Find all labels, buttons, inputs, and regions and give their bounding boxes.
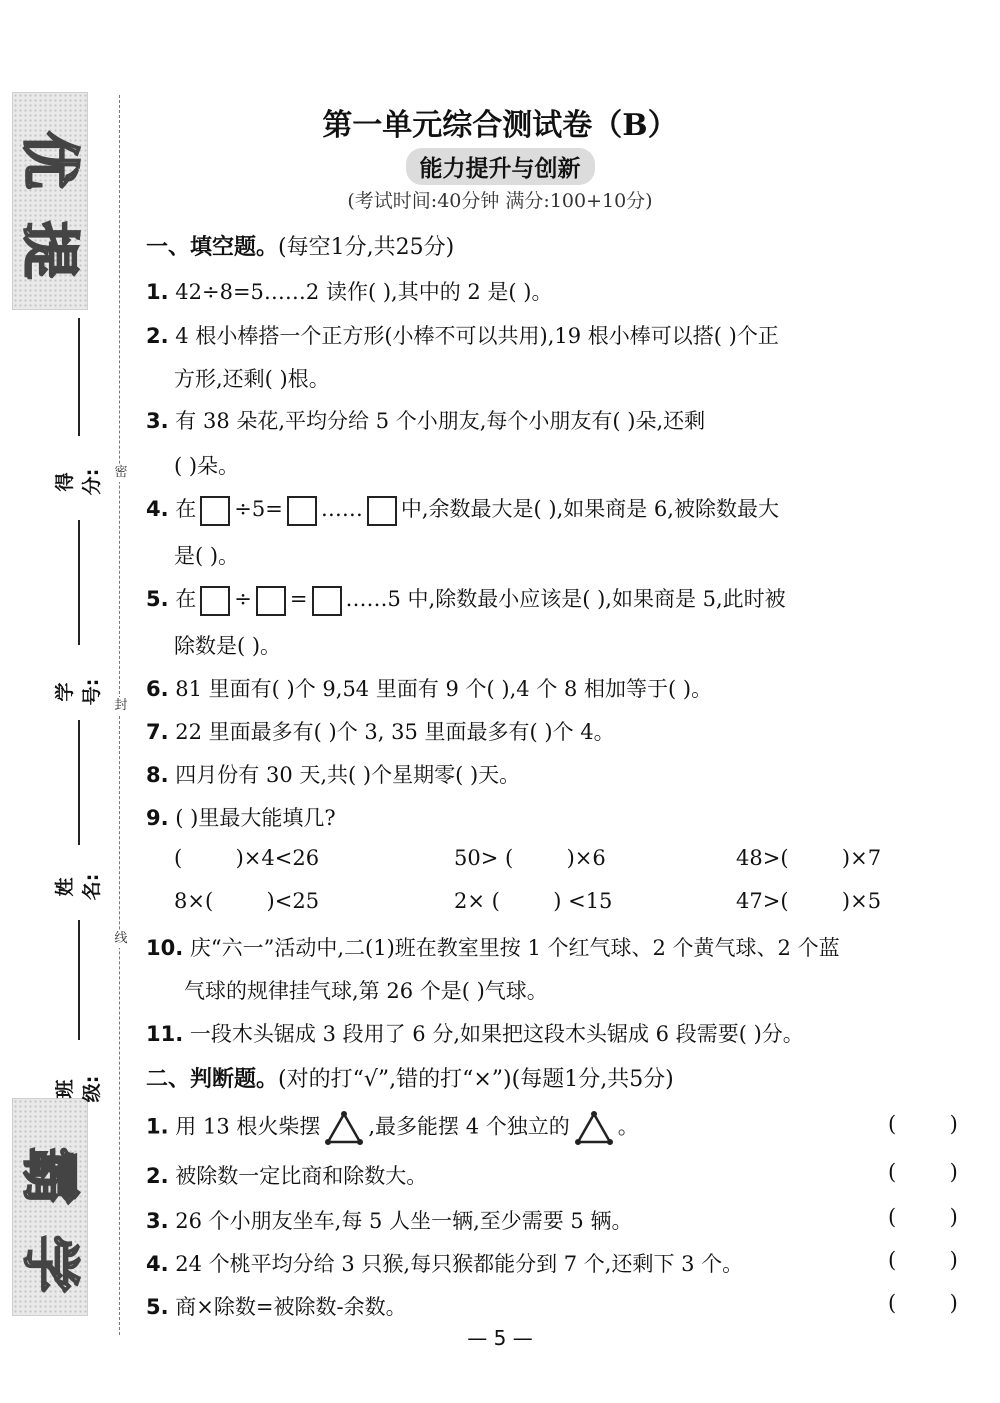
question-text-mid: ÷5= (234, 497, 283, 521)
question-number: 8. (146, 763, 169, 787)
ineq-2-1: 8×( )<25 (174, 889, 320, 913)
student-no-label: 学号: (54, 678, 103, 706)
question-2-2 (146, 1160, 427, 1190)
question-text-pre: 在 (175, 497, 197, 521)
question-1-4 (146, 493, 779, 526)
question-text-mid: = (289, 587, 308, 611)
ineq-2-3: 47>( )×5 (736, 889, 882, 913)
student-no-line (78, 520, 80, 645)
subtitle-wrap (0, 148, 1000, 185)
blank-box (200, 586, 230, 616)
question-number: 4. (146, 497, 169, 521)
ineq-2-2: 2× ( ) <15 (454, 889, 613, 913)
question-1-8 (146, 759, 520, 789)
question-text-mid: ,最多能摆 4 个独立的 (368, 1114, 570, 1139)
question-1-10 (146, 932, 840, 962)
question-1-11 (146, 1018, 804, 1048)
answer-paren: ( ) (888, 1291, 958, 1315)
question-1-3 (146, 405, 705, 435)
question-text: 一段木头锯成 3 段用了 6 分,如果把这段木头锯成 6 段需要( )分。 (189, 1022, 804, 1046)
score-line (78, 318, 80, 436)
binding-dashed-line (119, 95, 120, 1335)
question-2-3 (146, 1205, 632, 1235)
question-text: 商×除数=被除数-余数。 (175, 1295, 407, 1319)
question-number: 9. (146, 806, 169, 830)
question-1-7 (146, 716, 615, 746)
blank-box (256, 586, 286, 616)
class-label: 班级: (54, 1075, 103, 1103)
section-1-note: (每空1分,共25分) (278, 235, 455, 260)
question-number: 6. (146, 677, 169, 701)
question-2-4 (146, 1248, 743, 1278)
question-1-2 (146, 320, 779, 350)
matchstick-triangle-icon (324, 1110, 364, 1146)
section-1-title: 一、填空题。 (146, 235, 279, 260)
answer-paren: ( ) (888, 1205, 958, 1229)
question-1-10-cont: 气球的规律挂气球,第 26 个是( )气球。 (184, 979, 548, 1003)
question-1-3-cont: ( )朵。 (174, 454, 240, 478)
question-text-pre: 在 (175, 587, 197, 611)
ineq-1-3: 48>( )×7 (736, 846, 882, 870)
question-number: 1. (146, 280, 169, 304)
question-text-post: ……5 中,除数最小应该是( ),如果商是 5,此时被 (345, 587, 786, 611)
question-text: 81 里面有( )个 9,54 里面有 9 个( ),4 个 8 相加等于( )。 (175, 677, 713, 701)
class-line (78, 920, 80, 1040)
question-text: 庆“六一”活动中,二(1)班在教室里按 1 个红气球、2 个黄气球、2 个蓝 (189, 936, 840, 960)
answer-paren: ( ) (888, 1112, 958, 1136)
question-text-mid: …… (320, 497, 363, 521)
ineq-1-1: ( )×4<26 (174, 846, 320, 870)
question-1-4-cont: 是( )。 (174, 544, 240, 568)
question-number: 2. (146, 1164, 169, 1188)
question-text-post: 。 (617, 1114, 639, 1139)
section-2-heading (146, 1062, 674, 1093)
question-1-5-cont: 除数是( )。 (174, 634, 282, 658)
question-text: 有 38 朵花,平均分给 5 个小朋友,每个小朋友有( )朵,还剩 (175, 409, 706, 433)
binding-strip-bottom (12, 1098, 88, 1316)
seal-char-mi: 密 (112, 464, 130, 482)
blank-box (287, 496, 317, 526)
strip-glyph-ti: 提 (16, 220, 84, 279)
question-number: 5. (146, 1295, 169, 1319)
question-number: 3. (146, 409, 169, 433)
question-number: 1. (146, 1114, 169, 1139)
question-number: 10. (146, 936, 184, 960)
question-2-5 (146, 1291, 407, 1321)
seal-char-xian: 线 (112, 930, 130, 948)
question-text-pre: 用 13 根火柴摆 (175, 1114, 321, 1139)
question-number: 7. (146, 720, 169, 744)
question-2-1 (146, 1110, 639, 1146)
subtitle-badge: 能力提升与创新 (406, 148, 595, 185)
section-1-heading (146, 230, 454, 261)
section-2-title: 二、判断题。 (146, 1067, 279, 1092)
question-1-5 (146, 583, 786, 616)
ineq-1-2: 50> ( )×6 (454, 846, 606, 870)
question-text: 24 个桃平均分给 3 只猴,每只猴都能分到 7 个,还剩下 3 个。 (175, 1252, 744, 1276)
question-text: 42÷8=5……2 读作( ),其中的 2 是( )。 (175, 280, 553, 304)
question-text-mid: ÷ (234, 587, 252, 611)
question-number: 5. (146, 587, 169, 611)
question-text: 4 根小棒搭一个正方形(小棒不可以共用),19 根小棒可以搭( )个正 (175, 324, 779, 348)
name-label: 姓名: (54, 873, 103, 901)
strip-glyph-ba: 霸 (16, 1146, 84, 1205)
question-text: 被除数一定比商和除数大。 (175, 1164, 428, 1188)
blank-box (200, 496, 230, 526)
question-text: 22 里面最多有( )个 3, 35 里面最多有( )个 4。 (175, 720, 615, 744)
answer-paren: ( ) (888, 1160, 958, 1184)
blank-box (312, 586, 342, 616)
seal-char-feng: 封 (112, 697, 130, 715)
question-number: 3. (146, 1209, 169, 1233)
strip-glyph-you: 优 (16, 130, 84, 189)
answer-paren: ( ) (888, 1248, 958, 1272)
question-number: 4. (146, 1252, 169, 1276)
question-1-6 (146, 673, 712, 703)
question-1-2-cont: 方形,还剩( )根。 (174, 367, 330, 391)
strip-glyph-xue: 学 (16, 1234, 84, 1293)
page-number: — 5 — (467, 1326, 533, 1350)
question-number: 11. (146, 1022, 184, 1046)
question-number: 2. (146, 324, 169, 348)
question-1-9 (146, 802, 336, 832)
question-text: 四月份有 30 天,共( )个星期零( )天。 (175, 763, 521, 787)
question-text: ( )里最大能填几? (175, 806, 336, 830)
question-text-post: 中,余数最大是( ),如果商是 6,被除数最大 (400, 497, 779, 521)
question-1-1 (146, 276, 552, 306)
page-title: 第一单元综合测试卷（B） (322, 108, 678, 143)
matchstick-triangle-icon (574, 1110, 614, 1146)
section-2-note: (对的打“√”,错的打“×”)(每题1分,共5分) (278, 1067, 674, 1092)
blank-box (367, 496, 397, 526)
exam-info: (考试时间:40分钟 满分:100+10分) (347, 190, 653, 212)
question-text: 26 个小朋友坐车,每 5 人坐一辆,至少需要 5 辆。 (175, 1209, 633, 1233)
score-label: 得分: (54, 468, 103, 496)
name-line (78, 720, 80, 845)
